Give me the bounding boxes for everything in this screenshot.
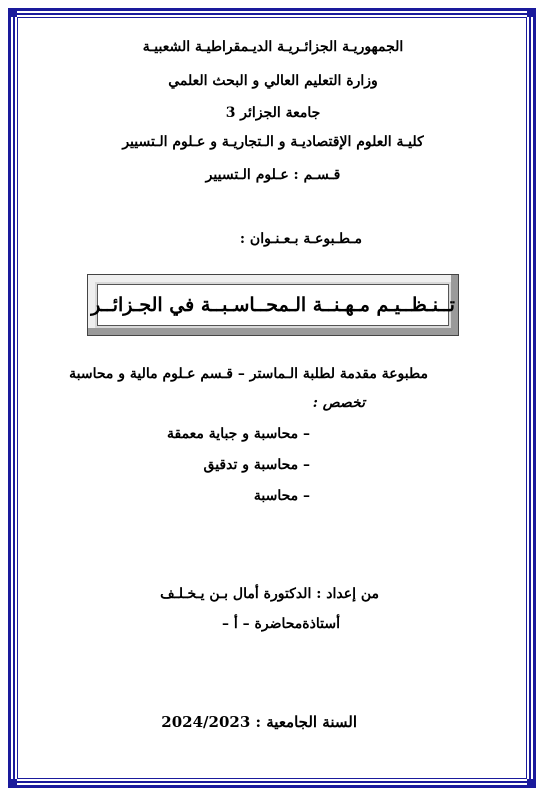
intro-description: مطبوعة مقدمة لطلبة الـماستر – قـسم عـلوم مالية و محاسبة xyxy=(69,366,428,382)
title-bevel-top xyxy=(88,275,458,282)
ministry-heading: وزارة التعليم العالي و البحث العلمي xyxy=(168,73,378,89)
academic-year: السنة الجامعية : 2024/2023 xyxy=(161,713,357,731)
title-bevel-bottom xyxy=(88,328,458,335)
author-line: من إعداد : الدكتورة أمال بـن يـخـلـف xyxy=(160,586,379,602)
title-frame xyxy=(87,274,459,336)
border-corner-bottom-left xyxy=(8,779,17,788)
specialty-item: – محاسبة xyxy=(253,488,310,504)
department-heading: قـسـم : عـلوم الـتسيير xyxy=(205,167,341,183)
document-label: مـطـبوعـة بـعـنـوان : xyxy=(239,231,362,247)
border-corner-bottom-right xyxy=(527,779,536,788)
document-title: تــنـظــيـم مـهـنــة الـمحــاسـبــة في الجـزائــر xyxy=(91,294,455,316)
specialty-label: تخصص : xyxy=(312,395,365,411)
border-corner-top-left xyxy=(8,8,17,17)
faculty-heading: كليـة العلوم الإقتصاديـة و الـتجاريـة و عـلوم الـتسيير xyxy=(122,134,424,150)
author-rank: أستاذةمحاضرة – أ – xyxy=(222,616,340,632)
university-heading: جامعة الجزائر 3 xyxy=(225,105,321,121)
specialty-item: – محاسبة و تدقيق xyxy=(203,457,310,473)
republic-heading: الجمهوريـة الجزائـريـة الديـمقراطيـة الشعبيـة xyxy=(142,39,404,55)
title-face xyxy=(91,284,455,326)
specialty-item: – محاسبة و جباية معمقة xyxy=(166,426,310,442)
border-corner-top-right xyxy=(527,8,536,17)
page-border-inner xyxy=(17,17,527,779)
